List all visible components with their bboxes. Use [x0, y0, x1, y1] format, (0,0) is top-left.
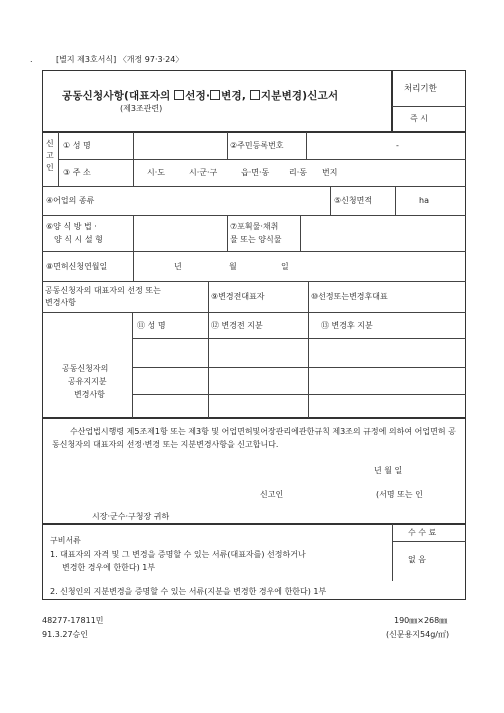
form-subtitle: (제3조관련)	[120, 104, 163, 113]
name-label: ① 성 명	[63, 141, 91, 150]
address-province: 시·도	[147, 168, 165, 177]
rep-section-label-1: 공동신청자의 대표자의 선정 또는	[45, 286, 161, 295]
area-label: ⑤신청면적	[334, 196, 373, 205]
checkbox-share-change[interactable]	[250, 90, 260, 100]
applicant-side-3: 인	[46, 163, 54, 172]
declaration-text: 수산업법시행령 제5조제1항 또는 제3항 및 어업면허및어장관리에관한규칙 제3조의 규정에 의하여 어업면허 공동신청자의 대표자의 선정·변경 또는 지분변경사항을 신고합니다.	[52, 427, 456, 449]
method-label-1: ⑥양 식 방 법 ·	[46, 222, 97, 231]
checkbox-select[interactable]	[174, 90, 184, 100]
address-village: 리·동	[289, 168, 307, 177]
form-number: [별지 제3호서식] 〈개정 97·3·24〉	[56, 55, 184, 64]
license-date-label: ⑧면허신청연월일	[46, 262, 108, 271]
processing-value: 즉 시	[410, 114, 428, 123]
sign-note: (서명 또는 인	[376, 490, 423, 499]
signer-label: 신고인	[260, 490, 284, 499]
share-section-label-1: 공동신청자의	[62, 364, 109, 373]
rrn-dash: -	[396, 141, 399, 150]
declaration-date: 년 월 일	[374, 466, 403, 475]
address-town: 읍·면·동	[241, 168, 270, 177]
applicant-side-1: 신	[46, 139, 54, 148]
checkbox-change[interactable]	[210, 90, 220, 100]
name-field[interactable]	[134, 133, 226, 158]
share-before-col: ⑫ 변경전 지분	[211, 321, 263, 330]
applicant-side-2: 고	[46, 151, 54, 160]
catch-field[interactable]	[301, 216, 465, 250]
share-after-col: ⑬ 변경후 지분	[321, 321, 373, 330]
fee-label: 수 수 료	[408, 528, 437, 537]
share-row-2-name[interactable]	[133, 368, 207, 393]
footer-paper: (신문용지54g/㎡)	[386, 630, 450, 639]
share-row-3-name[interactable]	[133, 395, 207, 417]
footer-code: 48277-17811민	[42, 616, 104, 625]
signer-field[interactable]	[292, 486, 366, 500]
address-label: ③ 주 소	[63, 168, 91, 177]
method-field[interactable]	[134, 216, 226, 250]
rrn-label: ②주민등록번호	[230, 141, 284, 150]
footer-approval: 91.3.27승인	[42, 630, 88, 639]
share-section-label-3: 변경사항	[74, 390, 105, 399]
share-name-col: ⑪ 성 명	[137, 321, 166, 330]
document-item-1-line-1: 1. 대표자의 자격 및 그 변경을 증명할 수 있는 서류(대표자를) 선정하거나	[50, 550, 306, 559]
rep-before-label: ⑨변경전대표자	[211, 292, 265, 301]
addressee: 시장·군수·구청장 귀하	[92, 512, 170, 521]
catch-label-2: 물 또는 양식물	[230, 235, 282, 244]
address-field[interactable]	[134, 160, 465, 185]
header-dot: .	[30, 55, 33, 64]
catch-label-1: ⑦포획물·채취	[230, 222, 279, 231]
area-field[interactable]	[396, 187, 416, 214]
area-unit: ha	[419, 196, 429, 205]
fishery-type-field[interactable]	[96, 187, 329, 214]
rep-section-label-2: 변경사항	[45, 298, 76, 307]
method-label-2: 양 식 시 설 형	[54, 235, 103, 244]
footer-size: 190㎜×268㎜	[394, 616, 448, 625]
address-lot: 번지	[322, 168, 338, 177]
processing-label: 처리기한	[404, 84, 437, 94]
fee-value: 없 음	[408, 555, 426, 564]
address-city: 시·군·구	[189, 168, 218, 177]
form-title: 공동신청사항(대표자의 선정· 변경, 지분변경)신고서	[62, 90, 339, 102]
document-item-2: 2. 신청인의 지분변경을 증명할 수 있는 서류(지분을 변경한 경우에 한한다) 1부	[50, 587, 327, 596]
rrn-field[interactable]	[307, 133, 465, 158]
fishery-type-label: ④어업의 종류	[46, 196, 95, 205]
rep-before-field[interactable]	[270, 282, 307, 311]
date-year: 년	[174, 262, 182, 271]
rep-after-label: ⑩선정또는변경후대표	[311, 292, 388, 301]
document-item-1-line-2: 변경한 경우에 한한다) 1부	[62, 563, 156, 572]
date-month: 월	[229, 262, 237, 271]
share-section-label-2: 공유지지분	[68, 377, 107, 386]
documents-heading: 구비서류	[50, 536, 81, 545]
processing-box	[392, 70, 466, 132]
date-day: 일	[281, 262, 289, 271]
share-row-1-name[interactable]	[133, 339, 207, 366]
